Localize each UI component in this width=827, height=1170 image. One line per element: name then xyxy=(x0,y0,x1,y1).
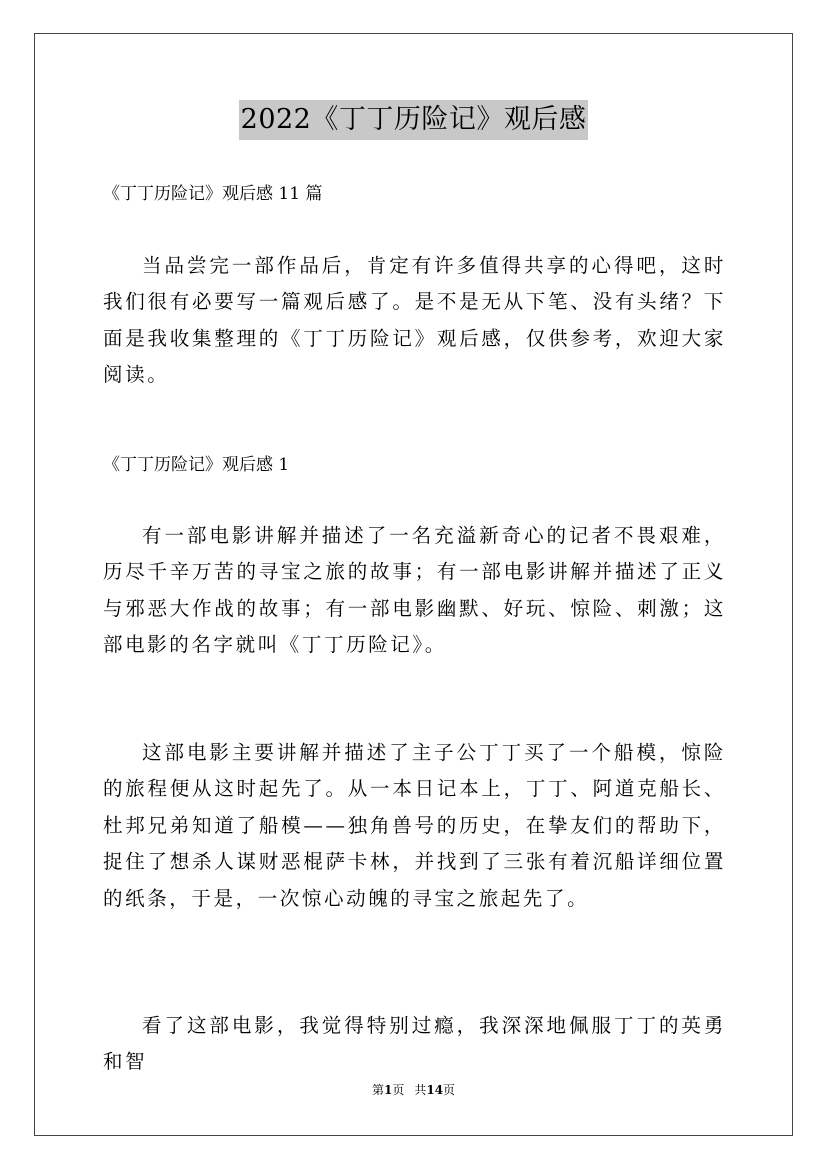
total-pages: 14 xyxy=(426,1083,444,1097)
document-subtitle: 《丁丁历险记》观后感 11 篇 xyxy=(103,184,323,204)
page-footer xyxy=(0,1082,827,1098)
body-paragraph-1: 有一部电影讲解并描述了一名充溢新奇心的记者不畏艰难，历尽千辛万苦的寻宝之旅的故事；有一部电影讲解并描述了正义与邪恶大作战的故事；有一部电影幽默、好玩、惊险、刺激；这部电影的名字就叫《丁丁历险记》。 xyxy=(103,523,726,656)
page-number: 1 xyxy=(383,1083,393,1097)
section-heading: 《丁丁历险记》观后感 1 xyxy=(103,455,290,475)
page-prefix: 第 xyxy=(371,1083,384,1097)
body-paragraph-3: 看了这部电影，我觉得特别过瘾，我深深地佩服丁丁的英勇和智 xyxy=(103,1013,726,1073)
total-prefix: 共 xyxy=(414,1083,427,1097)
title-container xyxy=(0,100,827,140)
intro-paragraph: 当品尝完一部作品后，肯定有许多值得共享的心得吧，这时我们很有必要写一篇观后感了。是不是无从下笔、没有头绪？下面是我收集整理的《丁丁历险记》观后感，仅供参考，欢迎大家阅读。 xyxy=(103,253,726,386)
body-paragraph-2: 这部电影主要讲解并描述了主子公丁丁买了一个船模，惊险的旅程便从这时起先了。从一本日记本上，丁丁、阿道克船长、杜邦兄弟知道了船模——独角兽号的历史，在挚友们的帮助下，捉住了想杀人谋财恶棍萨卡林，并找到了三张有着沉船详细位置的纸条，于是，一次惊心动魄的寻宝之旅起先了。 xyxy=(103,740,726,910)
page-suffix: 页 xyxy=(392,1083,405,1097)
document-title: 2022《丁丁历险记》观后感 xyxy=(239,100,589,140)
total-suffix: 页 xyxy=(443,1083,456,1097)
